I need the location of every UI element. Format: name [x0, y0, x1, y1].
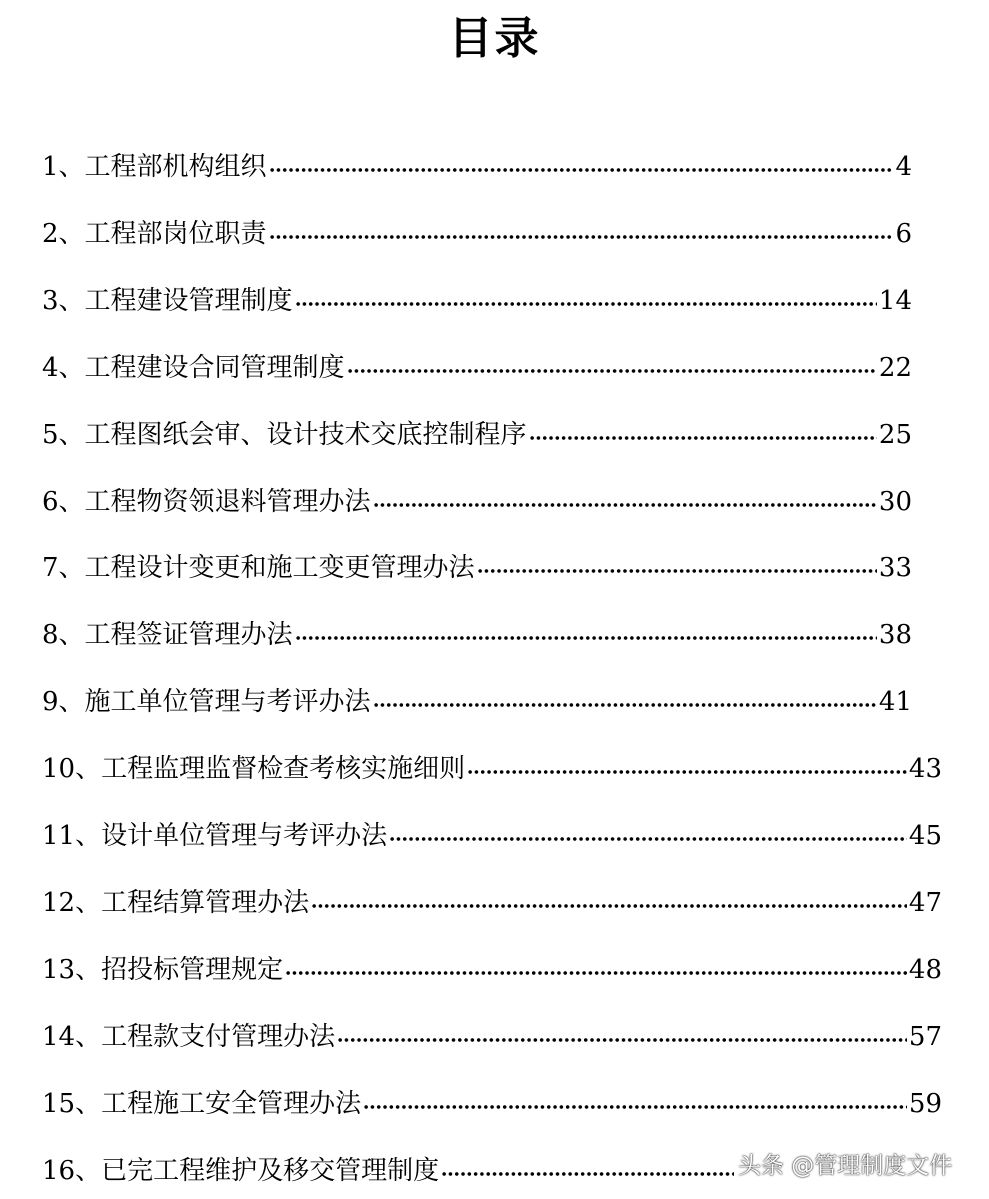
- toc-entry-title: 13、招投标管理规定: [42, 954, 284, 985]
- toc-leader-dots: [441, 1155, 734, 1187]
- toc-entry: [42, 411, 912, 451]
- toc-leader-dots: [389, 820, 907, 852]
- toc-entry: [42, 678, 912, 718]
- toc-entry-title: 1、工程部机构组织: [42, 152, 267, 182]
- toc-leader-dots: [373, 686, 877, 718]
- toc-entry-page: 48: [908, 954, 942, 985]
- toc-entry-title: 5、工程图纸会审、设计技术交底控制程序: [42, 419, 527, 450]
- toc-leader-dots: [311, 887, 907, 919]
- toc-leader-dots: [269, 218, 894, 250]
- toc-entry-page: 47: [908, 887, 942, 918]
- toc-entry-title: 16、已完工程维护及移交管理制度: [42, 1155, 440, 1186]
- toc-entry: [42, 478, 912, 518]
- toc-entry: [42, 1147, 736, 1187]
- toc-entry-title: 14、工程款支付管理办法: [42, 1021, 336, 1052]
- toc-entry-page: 57: [908, 1021, 942, 1052]
- toc-leader-dots: [337, 1021, 907, 1053]
- toc-entry-page: 25: [878, 419, 912, 450]
- watermark: 头条 @管理制度文件: [738, 1153, 953, 1179]
- toc-entry-title: 4、工程建设合同管理制度: [42, 352, 345, 383]
- toc-leader-dots: [529, 419, 877, 451]
- toc-entry-title: 10、工程监理监督检查考核实施细则: [42, 754, 466, 785]
- toc-leader-dots: [467, 753, 907, 785]
- toc-entry: [42, 745, 942, 785]
- toc-entry-title: 11、设计单位管理与考评办法: [42, 821, 388, 851]
- page-title: 目录: [448, 13, 541, 64]
- toc-entry: [42, 210, 912, 250]
- toc-entry-page: 14: [878, 285, 912, 316]
- toc-entry-title: 6、工程物资领退料管理办法: [42, 486, 371, 517]
- toc-entry: [42, 879, 942, 919]
- toc-entry-title: 2、工程部岗位职责: [42, 218, 267, 249]
- toc-entry-title: 7、工程设计变更和施工变更管理办法: [42, 553, 475, 584]
- toc-leader-dots: [295, 285, 877, 317]
- toc-entry: [42, 812, 942, 852]
- toc-entry-page: 33: [878, 553, 912, 584]
- toc-leader-dots: [477, 552, 877, 584]
- toc-entry-page: 38: [878, 620, 912, 651]
- toc-leader-dots: [373, 486, 877, 518]
- toc-entry: [42, 544, 912, 584]
- toc-entry-page: 6: [895, 218, 912, 249]
- toc-entry-page: 41: [878, 687, 912, 718]
- toc-entry-page: 30: [878, 486, 912, 517]
- toc-entry-page: 43: [908, 754, 942, 785]
- toc-leader-dots: [295, 619, 877, 651]
- toc-entry: [42, 1013, 942, 1053]
- toc-entry-title: 3、工程建设管理制度: [42, 285, 293, 316]
- toc-entry: [42, 344, 912, 384]
- toc-entry-page: 22: [878, 352, 912, 383]
- toc-leader-dots: [285, 954, 907, 986]
- toc-entry: [42, 946, 942, 986]
- toc-entry-title: 15、工程施工安全管理办法: [42, 1088, 362, 1119]
- toc-leader-dots: [269, 151, 894, 183]
- toc-entry: [42, 1080, 942, 1120]
- toc-entry-title: 12、工程结算管理办法: [42, 887, 310, 918]
- toc-entry-page: 59: [908, 1088, 942, 1119]
- toc-leader-dots: [363, 1088, 907, 1120]
- toc-entry: [42, 611, 912, 651]
- toc-leader-dots: [347, 352, 877, 384]
- toc-entry-page: 45: [908, 821, 942, 851]
- toc-entry: [42, 277, 912, 317]
- toc-entry-title: 9、施工单位管理与考评办法: [42, 687, 371, 718]
- toc-entry: [42, 143, 912, 183]
- toc-entry-page: 4: [895, 152, 912, 182]
- toc-entry-title: 8、工程签证管理办法: [42, 620, 293, 651]
